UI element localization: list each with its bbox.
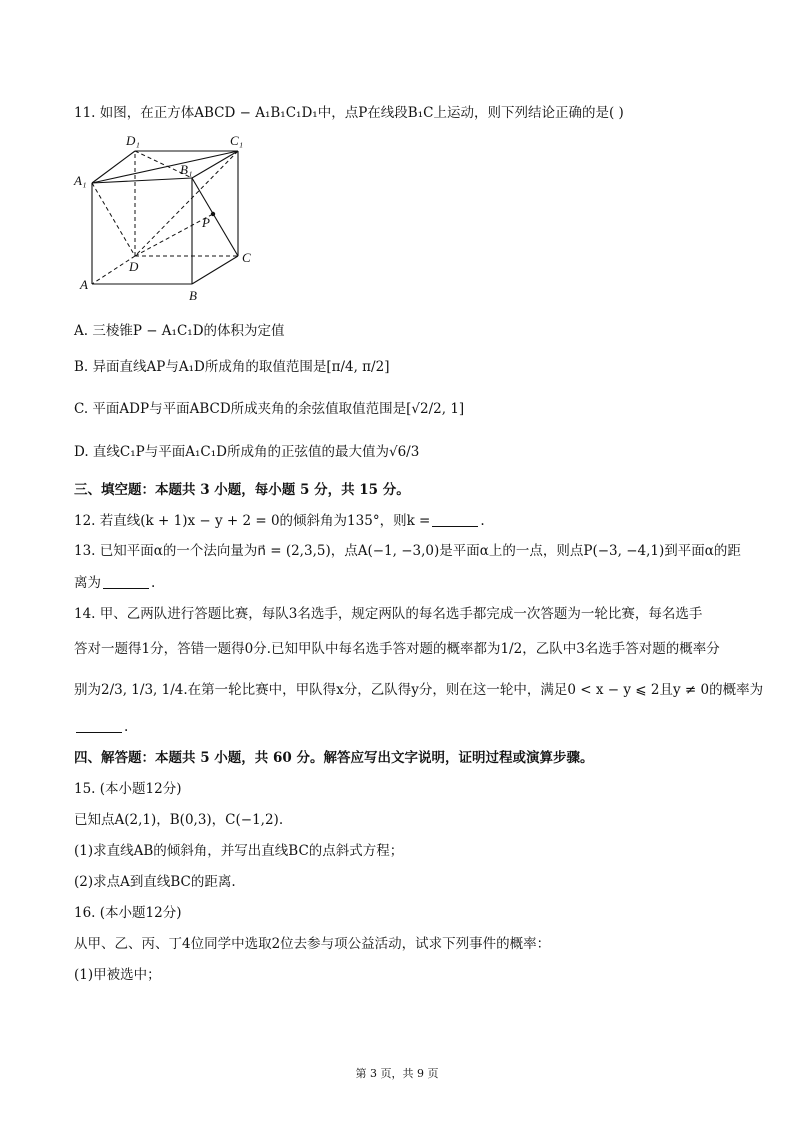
q16-part-1: (1)甲被选中； bbox=[74, 967, 161, 983]
segment-a1-d bbox=[92, 183, 135, 256]
edge-b-c bbox=[192, 256, 238, 284]
q14-line-3: 别为2/3, 1/3, 1/4.在第一轮比赛中，甲队得x分，乙队得y分，则在这一轮中，满足0 < x − y ⩽ 2且y ≠ 0的概率为 bbox=[74, 682, 764, 698]
q11-stem: 11. 如图，在正方体ABCD − A₁B₁C₁D₁中，点P在线段B₁C上运动，则下列结论正确的是( ) bbox=[74, 105, 624, 121]
cube-figure bbox=[72, 128, 262, 308]
q15-given: 已知点A(2,1)，B(0,3)，C(−1,2). bbox=[74, 812, 284, 828]
section-3-title: 三、填空题：本题共 3 小题，每小题 5 分，共 15 分。 bbox=[74, 482, 410, 498]
q14-line-2: 答对一题得1分，答错一题得0分.已知甲队中每名选手答对题的概率都为1/2，乙队中3名选手答对题的概率分 bbox=[74, 641, 720, 657]
q14-end: . bbox=[124, 719, 129, 735]
q15-part-1: (1)求直线AB的倾斜角，并写出直线BC的点斜式方程； bbox=[74, 843, 404, 859]
q14-line-4 bbox=[74, 718, 128, 736]
section-4-title: 四、解答题：本题共 5 小题，共 60 分。解答应写出文字说明，证明过程或演算步骤。 bbox=[74, 750, 594, 766]
q12-end: . bbox=[480, 513, 485, 529]
q15-part-2: (2)求点A到直线BC的距离. bbox=[74, 874, 236, 890]
point-p bbox=[211, 212, 215, 216]
q16-given: 从甲、乙、丙、丁4位同学中选取2位去参与项公益活动，试求下列事件的概率： bbox=[74, 936, 551, 952]
label-d1: D₁ bbox=[126, 133, 140, 148]
q13-answer-blank bbox=[103, 587, 149, 589]
label-b: B bbox=[189, 288, 197, 303]
q13-line-1: 13. 已知平面α的一个法向量为n⃗ = (2,3,5)，点A(−1, −3,0)是平面α上的一点，则点P(−3, −4,1)到平面α的距 bbox=[74, 543, 741, 559]
q11-option-b: B. 异面直线AP与A₁D所成角的取值范围是[π/4, π/2] bbox=[74, 359, 390, 375]
label-d: D bbox=[129, 259, 139, 274]
q14-answer-blank bbox=[76, 731, 122, 733]
label-a1: A₁ bbox=[74, 173, 87, 188]
q11-option-c: C. 平面ADP与平面ABCD所成夹角的余弦值取值范围是[√2/2, 1] bbox=[74, 401, 465, 417]
page-footer: 第 3 页，共 9 页 bbox=[355, 1067, 439, 1080]
q15-header: 15. (本小题12分) bbox=[74, 781, 182, 797]
label-b1: B₁ bbox=[180, 162, 193, 177]
q11-option-d: D. 直线C₁P与平面A₁C₁D所成角的正弦值的最大值为√6/3 bbox=[74, 444, 420, 460]
segment-b1-c bbox=[192, 178, 238, 256]
q13-line-2 bbox=[74, 574, 155, 592]
q14-line-1: 14. 甲、乙两队进行答题比赛，每队3名选手，规定两队的每名选手都完成一次答题为一轮比赛，每名选手 bbox=[74, 606, 703, 622]
label-c1: C₁ bbox=[230, 133, 244, 148]
q12-answer-blank bbox=[432, 525, 478, 527]
q11-option-a: A. 三棱锥P − A₁C₁D的体积为定值 bbox=[74, 323, 285, 339]
edge-a1-b1 bbox=[92, 178, 192, 183]
label-a: A bbox=[80, 277, 88, 292]
q12-text: 12. 若直线(k + 1)x − y + 2 = 0的倾斜角为135°，则k = bbox=[74, 513, 431, 529]
q12 bbox=[74, 512, 485, 530]
q16-header: 16. (本小题12分) bbox=[74, 905, 182, 921]
label-p: P bbox=[202, 215, 210, 230]
q13-end: . bbox=[151, 575, 156, 591]
q13-text: 离为 bbox=[74, 575, 101, 591]
label-c: C bbox=[242, 250, 251, 265]
edge-b1-c1 bbox=[192, 151, 238, 178]
